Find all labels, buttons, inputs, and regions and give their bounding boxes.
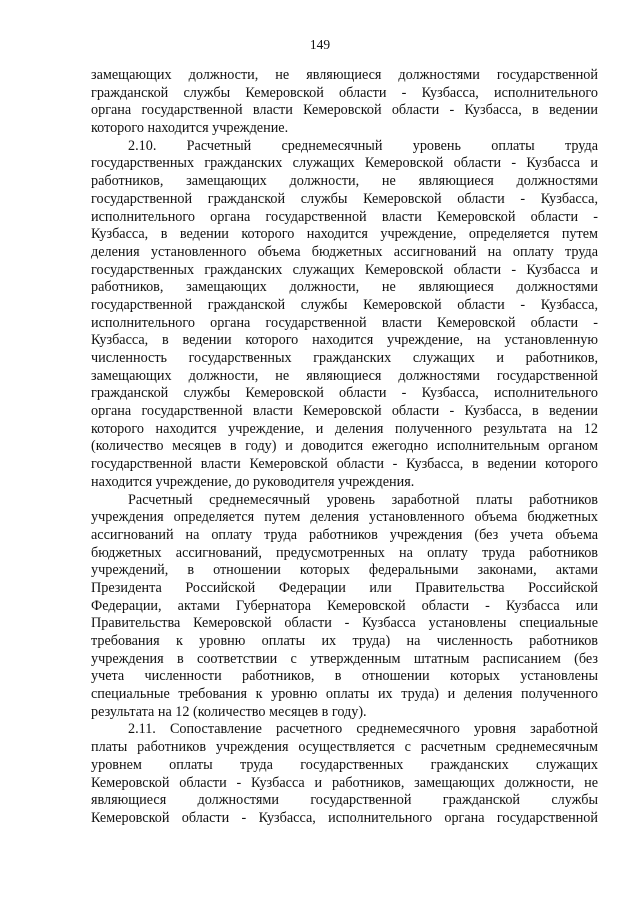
text-line: работников, замещающих должности, не являющиеся должностями	[91, 279, 598, 296]
text-line: государственных гражданских служащих Кемеровской области - Кузбасса и	[91, 155, 598, 172]
text-line: (количество месяцев в году) и доводится ежегодно исполнительным органом	[91, 438, 598, 455]
text-line: гражданской службы Кемеровской области - Кузбасса, исполнительного	[91, 385, 598, 402]
text-line: Федерации, актами Губернатора Кемеровской области - Кузбасса или	[91, 597, 598, 614]
text-line: Правительства Кемеровской области - Кузбасса установлены специальные	[91, 615, 598, 632]
text-line: исполнительного органа государственной власти Кемеровской области -	[91, 208, 598, 225]
text-line: гражданской службы Кемеровской области - Кузбасса, исполнительного	[91, 84, 598, 101]
text-line: учета численности работников, в отношении которых установлены	[91, 668, 598, 685]
paragraph-item-2-10	[91, 138, 598, 492]
text-line: замещающих должности, не являющиеся должностями государственной	[91, 67, 598, 83]
text-line: которого находится учреждение.	[91, 120, 289, 137]
text-line: являющиеся должностями государственной гражданской службы	[91, 792, 598, 809]
text-line: Президента Российской Федерации или Правительства Российской	[91, 579, 598, 596]
text-line: Кемеровской области - Кузбасса, исполнительного органа государственной	[91, 809, 598, 826]
text-line: специальные требования к уровню оплаты их труда) и деления полученного	[91, 686, 598, 703]
text-line: органа государственной власти Кемеровской области - Кузбасса, в ведении	[91, 403, 598, 420]
text-line: результата на 12 (количество месяцев в году).	[91, 703, 367, 720]
text-line: замещающих должности, не являющиеся должностями государственной	[91, 367, 598, 384]
text-line: учреждения определяется путем деления установленного объема бюджетных	[91, 509, 598, 526]
text-line: государственных гражданских служащих Кемеровской области - Кузбасса и	[91, 261, 598, 278]
text-line: ассигнований на оплату труда работников учреждения (без учета объема	[91, 526, 598, 543]
text-line: деления установленного объема бюджетных ассигнований на оплату труда	[91, 243, 598, 260]
text-line: требования к уровню оплаты их труда) на численность работников	[91, 633, 598, 649]
text-line: 2.10. Расчетный среднемесячный уровень оплаты труда	[128, 137, 598, 154]
text-line: учреждений, в отношении которых федеральными законами, актами	[91, 562, 598, 579]
text-line: работников, замещающих должности, не являющиеся должностями	[91, 173, 598, 190]
text-line: Кузбасса, в ведении которого находится учреждение, на установленную	[91, 332, 598, 349]
text-line: государственной власти Кемеровской области - Кузбасса, в ведении которого	[91, 456, 598, 473]
document-body	[91, 67, 598, 828]
text-line: бюджетных ассигнований, предусмотренных на оплату труда работников	[91, 544, 598, 561]
text-line: органа государственной власти Кемеровской области - Кузбасса, в ведении	[91, 102, 598, 119]
text-line: 2.11. Сопоставление расчетного среднемесячного уровня заработной	[128, 721, 598, 738]
text-line: которого находится учреждение, и деления полученного результата на 12	[91, 420, 598, 437]
paragraph-salary-level	[91, 492, 598, 722]
page-number: 149	[309, 37, 331, 52]
text-line: Кемеровской области - Кузбасса и работников, замещающих должности, не	[91, 774, 598, 791]
text-line: численность государственных гражданских служащих и работников,	[91, 350, 598, 366]
text-line: государственной гражданской службы Кемеровской области - Кузбасса,	[91, 296, 598, 313]
text-line: уровнем оплаты труда государственных гражданских служащих	[91, 756, 598, 773]
text-line: находится учреждение, до руководителя учреждения.	[91, 473, 415, 490]
paragraph-item-2-11	[91, 721, 598, 827]
text-line: платы работников учреждения осуществляется с расчетным среднемесячным	[91, 739, 598, 756]
paragraph-continuation	[91, 67, 598, 138]
text-line: учреждения в соответствии с утвержденным штатным расписанием (без	[91, 650, 598, 667]
text-line: исполнительного органа государственной власти Кемеровской области -	[91, 314, 598, 331]
text-line: Расчетный среднемесячный уровень заработной платы работников	[128, 491, 598, 508]
text-line: Кузбасса, в ведении которого находится учреждение, определяется путем	[91, 226, 598, 243]
text-line: государственной гражданской службы Кемеровской области - Кузбасса,	[91, 190, 598, 207]
